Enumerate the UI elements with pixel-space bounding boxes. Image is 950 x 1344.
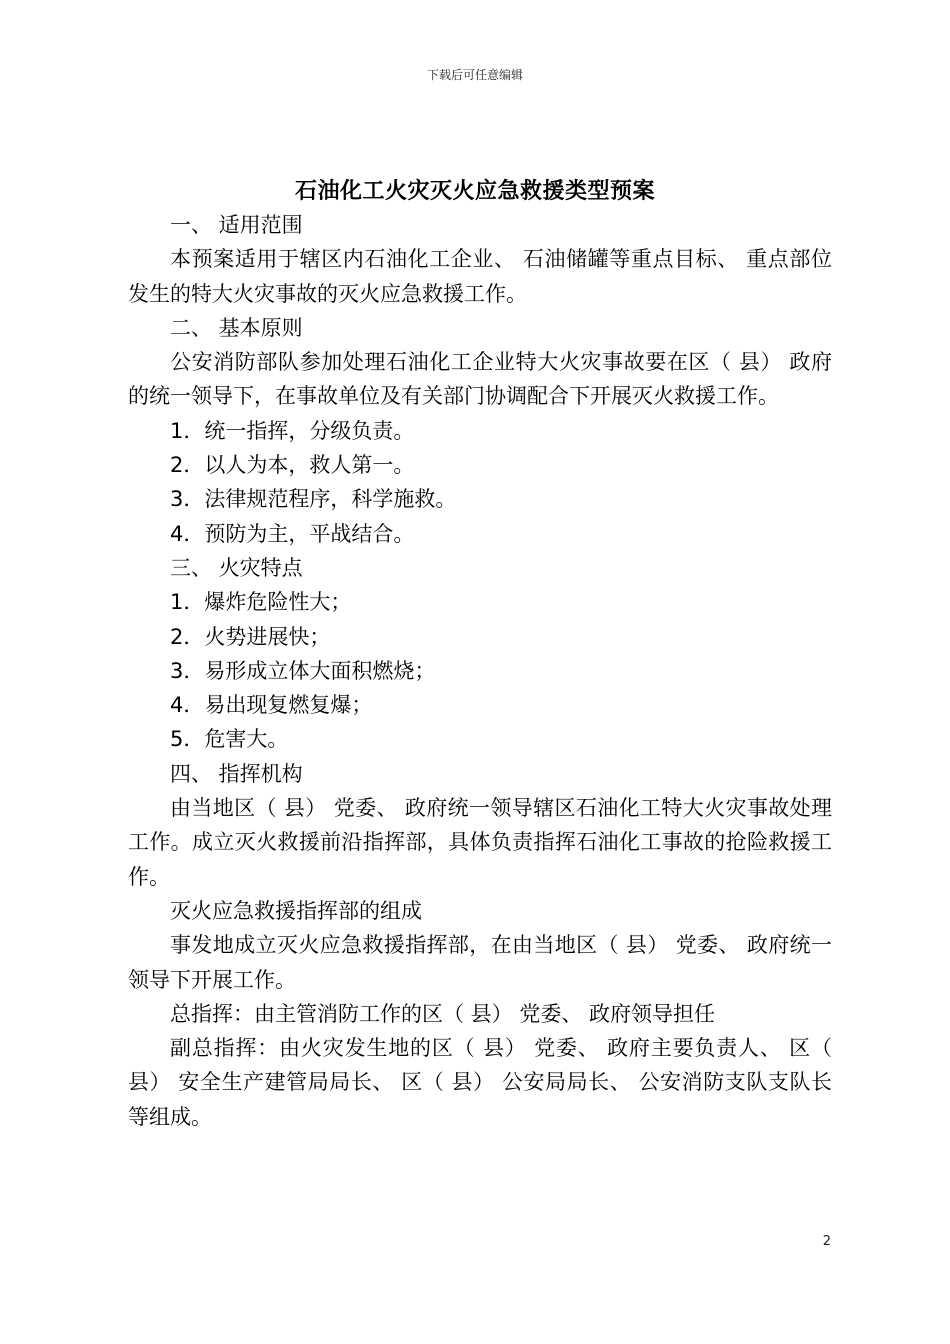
list-item-principle-1: 1．统一指挥，分级负责。 bbox=[170, 418, 415, 443]
paragraph-principles: 公安消防部队参加处理石油化工企业特大火灾事故要在区（ 县） 政府的统一领导下，在事故单位及有关部门协调配合下开展灭火救援工作。 bbox=[128, 350, 832, 409]
section-heading-scope: 一、 适用范围 bbox=[170, 213, 303, 237]
list-item-principle-2: 2．以人为本，救人第一。 bbox=[170, 453, 415, 478]
list-item-characteristic-3: 3．易形成立体大面积燃烧； bbox=[170, 658, 436, 683]
list-item-characteristic-4: 4．易出现复燃复爆； bbox=[170, 693, 373, 718]
list-item-principle-3: 3．法律规范程序，科学施救。 bbox=[170, 487, 457, 512]
page-number: 2 bbox=[822, 1234, 831, 1249]
section-heading-principles: 二、 基本原则 bbox=[170, 315, 303, 340]
section-heading-command: 四、 指挥机构 bbox=[170, 761, 303, 786]
paragraph-command-composition: 事发地成立灭火应急救援指挥部，在由当地区（ 县） 党委、 政府统一领导下开展工作。 bbox=[128, 933, 832, 992]
list-item-characteristic-1: 1．爆炸危险性大； bbox=[170, 590, 352, 615]
document-body bbox=[128, 208, 832, 1134]
list-item-characteristic-2: 2．火势进展快； bbox=[170, 624, 331, 649]
document-title: 石油化工火灾灭火应急救援类型预案 bbox=[294, 179, 655, 204]
paragraph-command: 由当地区（ 县） 党委、 政府统一领导辖区石油化工特大火灾事故处理工作。成立灭火救援前沿指挥部，具体负责指挥石油化工事故的抢险救援工作。 bbox=[128, 796, 832, 889]
list-item-characteristic-5: 5．危害大。 bbox=[170, 727, 289, 752]
list-item-principle-4: 4．预防为主，平战结合。 bbox=[170, 521, 415, 546]
section-heading-fire-characteristics: 三、 火灾特点 bbox=[170, 555, 303, 580]
subheading-command-composition: 灭火应急救援指挥部的组成 bbox=[170, 898, 422, 923]
paragraph-deputy-commander: 副总指挥：由火灾发生地的区（ 县） 党委、 政府主要负责人、 区（ 县） 安全生产建管局局长、 区（ 县） 公安局局长、 公安消防支队支队长等组成。 bbox=[128, 1036, 832, 1129]
paragraph-scope: 本预案适用于辖区内石油化工企业、 石油储罐等重点目标、 重点部位发生的特大火灾事故的灭火应急救援工作。 bbox=[128, 247, 832, 306]
paragraph-chief-commander: 总指挥：由主管消防工作的区（ 县） 党委、 政府领导担任 bbox=[170, 1001, 716, 1026]
header-note: 下载后可任意编辑 bbox=[426, 68, 523, 82]
